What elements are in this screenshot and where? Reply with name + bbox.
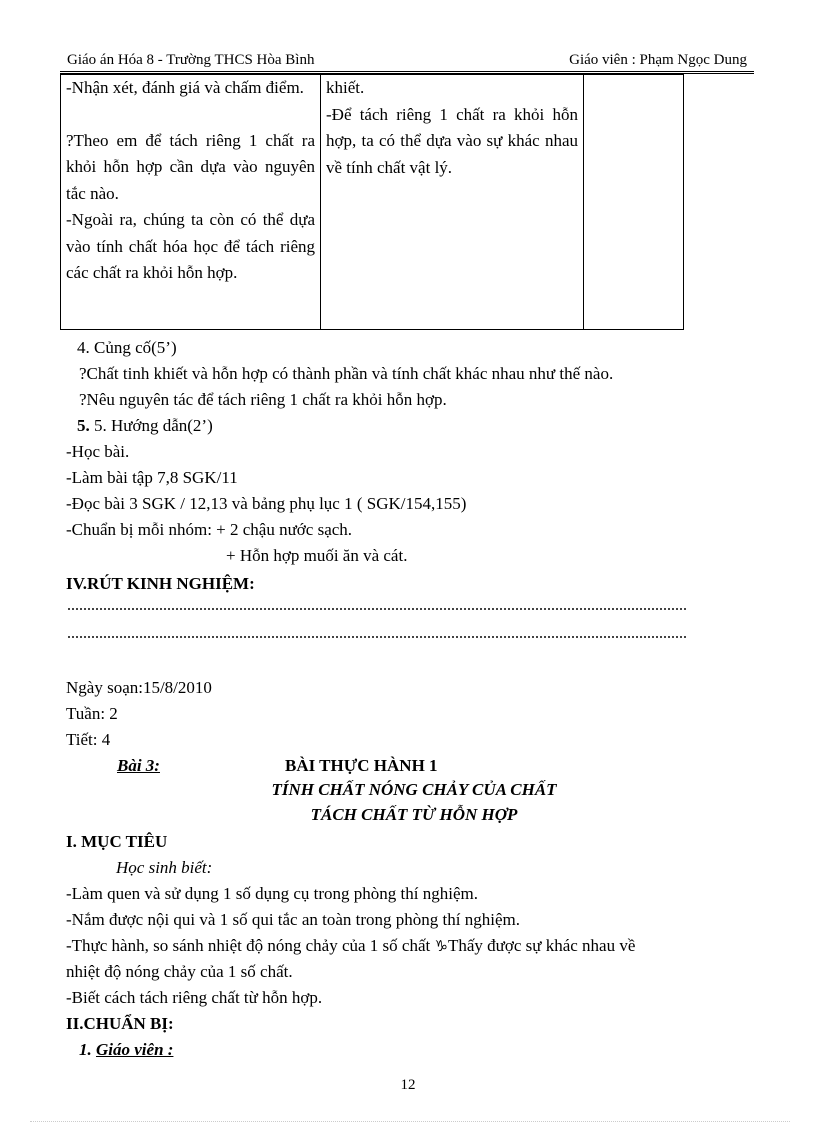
lesson-subtitle: TÁCH CHẤT TỪ HỖN HỢP — [310, 805, 518, 824]
objective-item: -Biết cách tách riêng chất từ hỗn hợp. — [66, 988, 323, 1007]
student-activity-cell — [321, 75, 584, 330]
dotted-line — [68, 607, 686, 610]
lesson-subtitle: TÍNH CHẤT NÓNG CHẢY CỦA CHẤT — [271, 780, 557, 799]
experience-heading: IV.RÚT KINH NGHIỆM: — [66, 574, 255, 593]
objectives-heading: I. MỤC TIÊU — [66, 832, 168, 851]
cell-paragraph: -Ngoài ra, chúng ta còn có thể dựa vào tính chất hóa học để tách riêng các chất ra khỏi hỗn hợp. — [66, 210, 315, 282]
preparation-heading: II.CHUẨN BỊ: — [66, 1014, 174, 1033]
dotted-line — [68, 635, 686, 638]
header-rule — [60, 71, 754, 72]
objective-text: Thấy được sự khác nhau về — [447, 936, 636, 955]
week: Tuần: 2 — [66, 704, 118, 723]
guidance-item: + Hỗn hợp muối ăn và cát. — [226, 546, 408, 565]
table-row — [61, 75, 684, 330]
consolidation-question: ?Nêu nguyên tác để tách riêng 1 chất ra khỏi hỗn hợp. — [79, 390, 447, 409]
notes-cell — [584, 75, 684, 330]
page-bottom-border — [30, 1121, 790, 1122]
lesson-table — [60, 74, 684, 330]
teacher-activity-cell — [61, 75, 321, 330]
objective-item — [66, 936, 635, 956]
capricorn-icon: ♑ — [434, 937, 448, 955]
guidance-item: -Đọc bài 3 SGK / 12,13 và bảng phụ lục 1 ( SGK/154,155) — [66, 494, 467, 513]
cell-paragraph: ?Theo em để tách riêng 1 chất ra khỏi hỗn hợp cần dựa vào nguyên tắc nào. — [66, 130, 315, 203]
cell-paragraph: -Nhận xét, đánh giá và chấm điểm. — [66, 78, 304, 97]
cell-paragraph: khiết. — [326, 78, 365, 97]
header-right: Giáo viên : Phạm Ngọc Dung — [569, 52, 747, 68]
page-number: 12 — [400, 1077, 416, 1093]
lesson-title: BÀI THỰC HÀNH 1 — [285, 756, 438, 775]
objective-text: -Thực hành, so sánh nhiệt độ nóng chảy của 1 số chất — [66, 936, 435, 955]
objective-item: -Nắm được nội qui và 1 số qui tắc an toàn trong phòng thí nghiệm. — [66, 910, 520, 929]
header-left: Giáo án Hóa 8 - Trường THCS Hòa Bình — [67, 52, 315, 68]
consolidation-heading: 4. Củng cố(5’) — [77, 338, 177, 357]
lesson-label: Bài 3: — [117, 756, 160, 775]
objectives-intro: Học sinh biết: — [116, 858, 213, 877]
period: Tiết: 4 — [66, 730, 111, 749]
consolidation-question: ?Chất tinh khiết và hỗn hợp có thành phần và tính chất khác nhau như thế nào. — [79, 364, 614, 383]
objective-item: -Làm quen và sử dụng 1 số dụng cụ trong phòng thí nghiệm. — [66, 884, 478, 903]
guidance-heading: 5. 5. Hướng dẫn(2’) — [77, 416, 213, 435]
teacher-subheading — [79, 1040, 173, 1060]
cell-paragraph: -Để tách riêng 1 chất ra khỏi hỗn hợp, ta có thể dựa vào sự khác nhau về tính chất vật lý. — [326, 104, 578, 177]
teacher-number: 1. — [79, 1040, 92, 1059]
guidance-item: -Học bài. — [66, 442, 130, 461]
page-header — [67, 52, 747, 72]
guidance-item: -Chuẩn bị mỗi nhóm: + 2 chậu nước sạch. — [66, 520, 353, 539]
teacher-label: Giáo viên : — [96, 1040, 174, 1059]
guidance-heading-text: 5. Hướng dẫn(2’) — [94, 416, 213, 435]
guidance-item: -Làm bài tập 7,8 SGK/11 — [66, 468, 238, 487]
date-prepared: Ngày soạn:15/8/2010 — [66, 678, 212, 697]
objective-item: nhiệt độ nóng chảy của 1 số chất. — [66, 962, 293, 981]
